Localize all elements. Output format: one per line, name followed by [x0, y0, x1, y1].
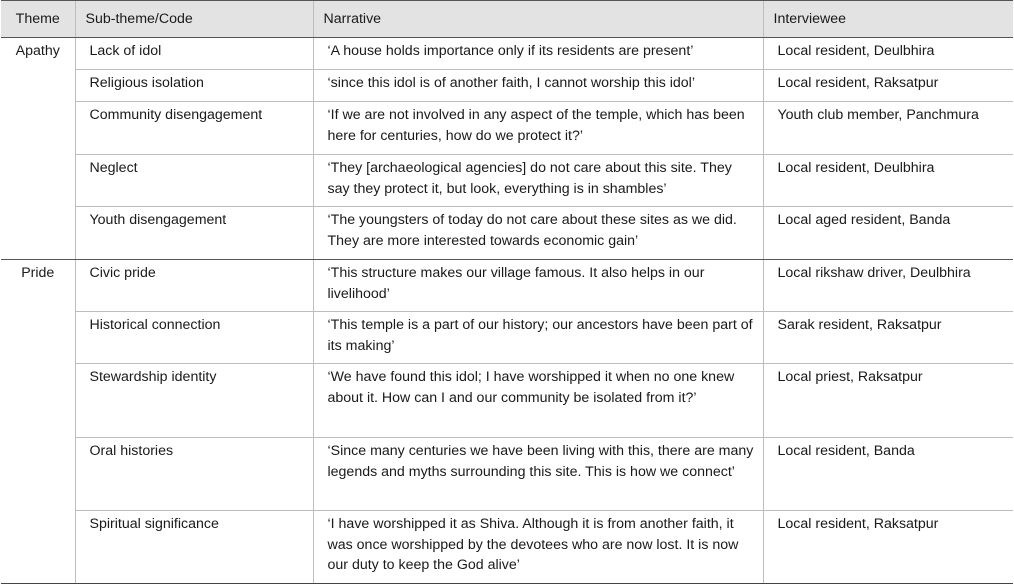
subtheme-cell: Civic pride	[75, 260, 313, 312]
theme-cell-apathy: Apathy	[1, 38, 75, 260]
theme-cell-pride: Pride	[1, 260, 75, 584]
narrative-cell: ‘I have worshipped it as Shiva. Although it is from another faith, it was once worshipped by the devotees who are now lost. It is now our duty to keep the God alive’	[313, 511, 763, 584]
header-narrative: Narrative	[313, 1, 763, 38]
table-row	[1, 155, 1013, 207]
narrative-cell: ‘since this idol is of another faith, I cannot worship this idol’	[313, 70, 763, 102]
table-row	[1, 102, 1013, 155]
header-interviewee: Interviewee	[763, 1, 1013, 38]
header-subtheme: Sub-theme/Code	[75, 1, 313, 38]
narrative-cell: ‘Since many centuries we have been living with this, there are many legends and myths surrounding this site. This is how we connect’	[313, 438, 763, 511]
table-row	[1, 364, 1013, 438]
subtheme-cell: Religious isolation	[75, 70, 313, 102]
narrative-cell: ‘They [archaeological agencies] do not care about this site. They say they protect it, but look, everything is in shambles’	[313, 155, 763, 207]
subtheme-cell: Stewardship identity	[75, 364, 313, 438]
narrative-cell: ‘We have found this idol; I have worshipped it when no one knew about it. How can I and our community be isolated from it?’	[313, 364, 763, 438]
interviewee-cell: Local rikshaw driver, Deulbhira	[763, 260, 1013, 312]
subtheme-cell: Oral histories	[75, 438, 313, 511]
narrative-cell: ‘If we are not involved in any aspect of the temple, which has been here for centuries, how do we protect it?’	[313, 102, 763, 155]
table-row	[1, 38, 1013, 70]
subtheme-cell: Neglect	[75, 155, 313, 207]
narrative-cell: ‘A house holds importance only if its residents are present’	[313, 38, 763, 70]
table-row	[1, 511, 1013, 584]
table-row	[1, 312, 1013, 364]
subtheme-cell: Community disengagement	[75, 102, 313, 155]
interviewee-cell: Local priest, Raksatpur	[763, 364, 1013, 438]
table-row	[1, 438, 1013, 511]
interviewee-cell: Local resident, Deulbhira	[763, 38, 1013, 70]
header-row	[1, 1, 1013, 38]
interviewee-cell: Local aged resident, Banda	[763, 207, 1013, 260]
themes-table	[1, 0, 1013, 584]
interviewee-cell: Local resident, Raksatpur	[763, 70, 1013, 102]
subtheme-cell: Youth disengagement	[75, 207, 313, 260]
interviewee-cell: Youth club member, Panchmura	[763, 102, 1013, 155]
interviewee-cell: Local resident, Deulbhira	[763, 155, 1013, 207]
narrative-cell: ‘The youngsters of today do not care about these sites as we did. They are more interested towards economic gain’	[313, 207, 763, 260]
interviewee-cell: Local resident, Banda	[763, 438, 1013, 511]
interviewee-cell: Sarak resident, Raksatpur	[763, 312, 1013, 364]
table-row	[1, 70, 1013, 102]
interviewee-cell: Local resident, Raksatpur	[763, 511, 1013, 584]
subtheme-cell: Historical connection	[75, 312, 313, 364]
subtheme-cell: Spiritual significance	[75, 511, 313, 584]
narrative-cell: ‘This temple is a part of our history; our ancestors have been part of its making’	[313, 312, 763, 364]
subtheme-cell: Lack of idol	[75, 38, 313, 70]
header-theme: Theme	[1, 1, 75, 38]
narrative-cell: ‘This structure makes our village famous. It also helps in our livelihood’	[313, 260, 763, 312]
table-row	[1, 207, 1013, 260]
table-row	[1, 260, 1013, 312]
